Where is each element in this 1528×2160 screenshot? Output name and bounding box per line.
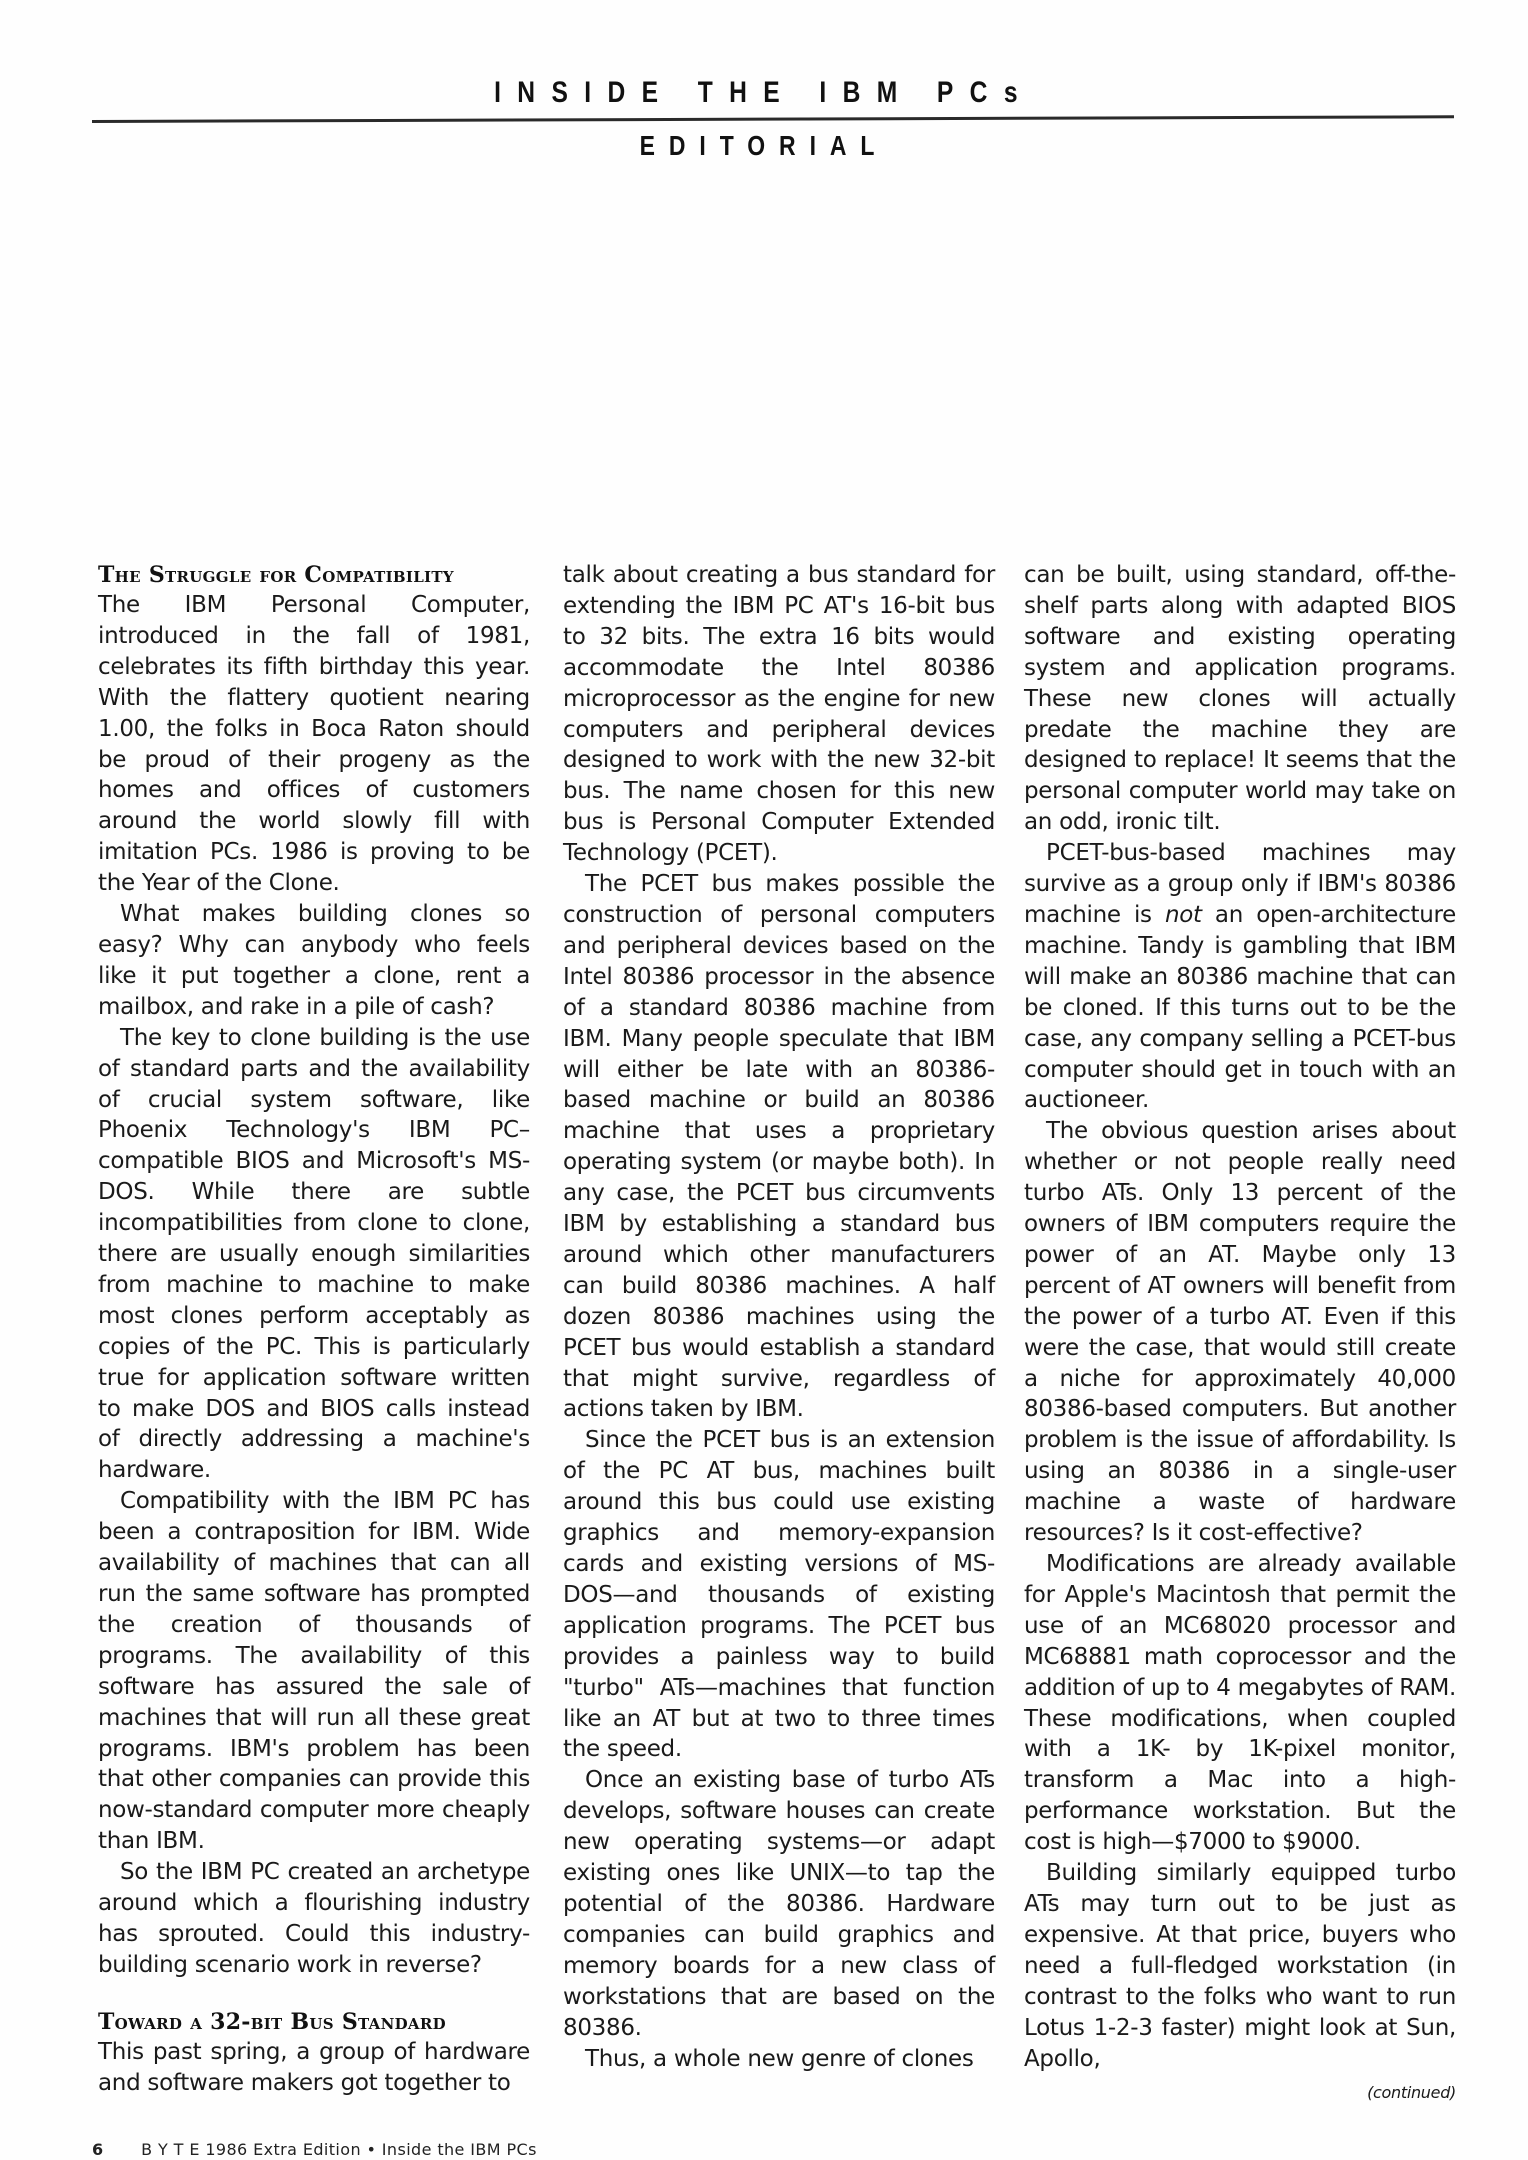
paragraph: Thus, a whole new genre of clones bbox=[585, 2045, 974, 2072]
continued-note: (continued) bbox=[1367, 2083, 1456, 2103]
paragraph: What makes building clones so easy? Why can anybody who feels like it put together a clone, rent a mailbox, and rake in a pile of cash? bbox=[98, 901, 530, 1020]
paragraph: Since the PCET bus is an extension of the PC AT bus, machines built around this bus could use existing graphics and memory-expansion cards and existing versions of MS-DOS—and thousands of existing application programs. The PCET bus provides a painless way to build "turbo" ATs—machines that function like an AT but at two to three times the speed. bbox=[563, 1427, 995, 1763]
text-run: an open-architecture machine. Tandy is gambling that IBM will make an 80386 machine that can be cloned. If this turns out to be the case, any company selling a PCET-bus computer should get in touch with an auctioneer. bbox=[1024, 901, 1456, 1114]
paragraph: talk about creating a bus standard for extending the IBM PC AT's 16-bit bus to 32 bits. The extra 16 bits would accommodate the Intel 80386 microprocessor as the engine for new computers and peripheral devices designed to work with the new 32-bit bus. The name chosen for this new bus is Personal Computer Extended Technology (PCET). bbox=[563, 562, 995, 867]
running-head: INSIDE THE IBM PCs bbox=[494, 76, 1034, 109]
paragraph: The PCET bus makes possible the construction of personal computers and peripheral devices based on the Intel 80386 processor in the absence of a standard 80386 machine from IBM. Many people speculate that IBM will either be late with an 80386-based machine or build an 80386 machine that uses a proprietary operating system (or maybe both). In any case, the PCET bus circumvents IBM by establishing a standard bus around which other manufacturers can build 80386 machines. A half dozen 80386 machines using the PCET bus would establish a standard that might survive, regardless of actions taken by IBM. bbox=[563, 871, 995, 1423]
paragraph: This past spring, a group of hardware and software makers got together to bbox=[98, 2038, 530, 2096]
paragraph-pcet bbox=[1024, 838, 1456, 1116]
paragraph: Compatibility with the IBM PC has been a contraposition for IBM. Wide availability of machines that can all run the same software has prompted the creation of thousands of programs. The availability of this software has assured the sale of machines that will run all these great programs. IBM's problem has been that other companies can provide this now-standard computer more cheaply than IBM. bbox=[98, 1488, 530, 1855]
paragraph: The key to clone building is the use of standard parts and the availability of crucial system software, like Phoenix Technology's IBM PC–compatible BIOS and Microsoft's MS-DOS. While there are subtle incompatibilities from clone to clone, there are usually enough similarities from machine to machine to make most clones perform acceptably as copies of the PC. This is particularly true for application software written to make DOS and BIOS calls instead of directly addressing a machine's hardware. bbox=[98, 1024, 530, 1484]
paragraph: The obvious question arises about whether or not people really need turbo ATs. Only 13 percent of the owners of IBM computers require the power of an AT. Maybe only 13 percent of AT owners will benefit from the power of a turbo AT. Even if this were the case, that would still create a niche for approximately 40,000 80386-based computers. But another problem is the issue of affordability. Is using an 80386 in a single-user machine a waste of hardware resources? Is it cost-effective? bbox=[1024, 1118, 1456, 1547]
header-rule bbox=[92, 115, 1454, 123]
subhead-toward-32-bit-bus-standard: Toward a 32-bit Bus Standard bbox=[98, 2008, 446, 2035]
section-label: EDITORIAL bbox=[639, 130, 889, 161]
paragraph: can be built, using standard, off-the-shelf parts along with adapted BIOS software and existing operating system and application programs. These new clones will actually predate the machine they are designed to replace! It seems that the personal computer world may take on an odd, ironic tilt. bbox=[1024, 562, 1456, 836]
subhead-struggle-for-compatibility: The Struggle for Compatibility bbox=[98, 562, 454, 588]
paragraph: Modifications are already available for Apple's Macintosh that permit the use of an MC68020 processor and MC68881 math coprocessor and the addition of up to 4 megabytes of RAM. These modifications, when coupled with a 1K- by 1K-pixel monitor, transform a Mac into a high-performance workstation. But the cost is high—$7000 to $9000. bbox=[1024, 1551, 1456, 1856]
article-column-1 bbox=[98, 560, 530, 2099]
paragraph: The IBM Personal Computer, introduced in the fall of 1981, celebrates its fifth birthday this year. With the flattery quotient nearing 1.00, the folks in Boca Raton should be proud of their progeny as the homes and offices of customers around the world slowly fill with imitation PCs. 1986 is proving to be the Year of the Clone. bbox=[98, 592, 530, 897]
paragraph: Once an existing base of turbo ATs develops, software houses can create new operating systems—or adapt existing ones like UNIX—to tap the potential of the 80386. Hardware companies can build graphics and memory boards for a new class of workstations that are based on the 80386. bbox=[563, 1767, 995, 2041]
article-column-3 bbox=[1024, 560, 1456, 2109]
publication-line: B Y T E 1986 Extra Edition • Inside the IBM PCs bbox=[141, 2140, 537, 2159]
text-run: PCET-bus-based machines may survive as a group only if IBM's 80386 machine is bbox=[1024, 840, 1456, 928]
paragraph: So the IBM PC created an archetype around which a flourishing industry has sprouted. Could this industry-building scenario work in reverse? bbox=[98, 1859, 530, 1978]
article-column-2 bbox=[563, 560, 995, 2074]
emphasis: not bbox=[1164, 901, 1202, 928]
page-number: 6 bbox=[92, 2140, 104, 2159]
page-footer bbox=[92, 2140, 537, 2159]
paragraph: Building similarly equipped turbo ATs may turn out to be just as expensive. At that price, buyers who need a full-fledged workstation (in contrast to the folks who want to run Lotus 1-2-3 faster) might look at Sun, Apollo, bbox=[1024, 1860, 1456, 2072]
